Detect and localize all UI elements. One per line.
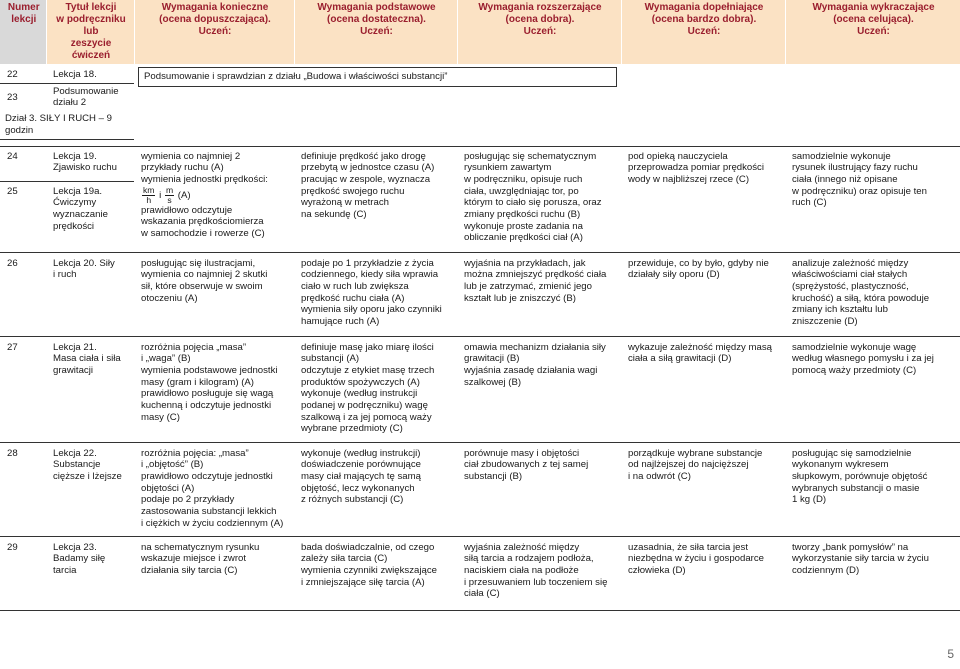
header-req-extended: Wymagania rozszerzające (ocena dobra). Uczeń: (457, 0, 621, 64)
req-complementary-cell: wykazuje zależność między masą ciała a siłą grawitacji (D) (621, 336, 785, 442)
section-row (0, 111, 960, 139)
req-extended-cell: porównuje masy i objętości ciał zbudowanych z tej samej substancji (B) (457, 442, 621, 536)
req-necessary-cell: wymienia co najmniej 2 przykłady ruchu (A) wymienia jednostki prędkości: $\frac{km}{h}$ i $\frac{m}{s}$ (A) prawidłowo odczytuje wskazania prędkościomierza w samochodzie i rowerze (C) (134, 146, 294, 252)
lesson-number: 25 (7, 185, 18, 197)
lesson-title: Lekcja 19a. (53, 185, 103, 197)
header-req-basic: Wymagania podstawowe (ocena dostateczna). Uczeń: (294, 0, 457, 64)
req-complementary-cell: przewiduje, co by było, gdyby nie działały siły oporu (D) (621, 252, 785, 336)
req-necessary-cell: posługując się ilustracjami, wymienia co najmniej 2 skutki sił, które obserwuje w swoim otoczeniu (A) (134, 252, 294, 336)
lesson-number: 26 (7, 257, 18, 269)
speed-units: $\frac{km}{h}$ i $\frac{m}{s}$ (A) (143, 184, 191, 205)
req-extended-cell: wyjaśnia na przykładach, jak można zmniejszyć prędkość ciała lub je zatrzymać, zmienić jego kształt lub je zniszczyć (B) (457, 252, 621, 336)
req-complementary-cell: uzasadnia, że siła tarcia jest niezbędna w życiu i gospodarce człowieka (D) (621, 536, 785, 610)
table-row (0, 64, 960, 83)
lesson-title: Lekcja 20. Siły (53, 257, 115, 269)
header-lesson-title: Tytuł lekcji w podręczniku lub zeszycie ćwiczeń (46, 0, 134, 64)
table-header (0, 0, 960, 64)
header-req-exceeding: Wymagania wykraczające (ocena celująca). Uczeń: (785, 0, 960, 64)
header-req-complementary: Wymagania dopełniające (ocena bardzo dobra). Uczeń: (621, 0, 785, 64)
header-lesson-number: Numer lekcji (0, 0, 46, 64)
req-basic-cell: definiuje prędkość jako drogę przebytą w jednostce czasu (A) pracując w zespole, wyznacza prędkość swojego ruchu wyrażoną w metrach na sekundę (C) (294, 146, 457, 252)
lesson-title: Lekcja 19. (53, 150, 97, 162)
table-row: 25 Lekcja 19a. Ćwiczymy wyznaczanie prędkości (0, 181, 960, 252)
req-exceeding-cell: tworzy „bank pomysłów” na wykorzystanie siły tarcia w życiu codziennym (D) (785, 536, 960, 610)
req-complementary-cell: pod opieką nauczyciela przeprowadza pomiar prędkości wody w najbliższej rzece (C) (621, 146, 785, 252)
lesson-number: 22 (7, 69, 18, 80)
lesson-title: Lekcja 22. (53, 447, 97, 459)
lesson-title: Lekcja 21. (53, 341, 97, 353)
lesson-title: Lekcja 23. (53, 541, 97, 553)
table-row: 24 Lekcja 19. Zjawisko ruchu wymienia co najmniej 2 przykłady ruchu (A) wymienia jednostki prędkości: $\frac{km}{h}$ i $\frac{m}{s}$ (A) prawidłowo odczytuje wskazania prędkościomierza w samochodzie i rowerze (C) definiuje prędkość jako drogę przebytą w jednostce czasu (A) pracując w zespole, wyznacza prędkość swojego ruchu wyrażoną w metrach na sekundę (C) posługując się schematycznym rysunkiem zawartym w podręczniku, opisuje ruch ciała, uwzględniając tor, po którym to ciało się porusza, oraz zmiany prędkości ruchu (B) wykonuje proste zadania na obliczanie prędkości ciał (A) pod opieką nauczyciela przeprowadza pomiar prędkości wody w najbliższej rzece (C) samodzielnie wykonuje rysunek ilustrujący fazy ruchu ciała (innego niż opisane w podręczniku) oraz opisuje ten ruch (C) (0, 146, 960, 181)
page-number: 5 (947, 647, 954, 661)
req-complementary-cell: porządkuje wybrane substancje od najlżejszej do najcięższej i na odwrót (C) (621, 442, 785, 536)
req-extended-cell: wyjaśnia zależność między siłą tarcia a rodzajem podłoża, naciskiem ciała na podłoże i przesuwaniem lub toczeniem się ciała (C) (457, 536, 621, 610)
req-necessary-cell: rozróżnia pojęcia „masa” i „waga” (B) wymienia podstawowe jednostki masy (gram i kilogram) (A) prawidłowo posługuje się wagą kuchenną i odczytuje jednostki masy (C) (134, 336, 294, 442)
req-exceeding-cell: samodzielnie wykonuje rysunek ilustrujący fazy ruchu ciała (innego niż opisane w podręczniku) oraz opisuje ten ruch (C) (785, 146, 960, 252)
header-req-necessary: Wymagania konieczne (ocena dopuszczająca). Uczeń: (134, 0, 294, 64)
req-extended-cell: posługując się schematycznym rysunkiem zawartym w podręczniku, opisuje ruch ciała, uwzględniając tor, po którym to ciało się porusza, oraz zmiany prędkości ruchu (B) wykonuje proste zadania na obliczanie prędkości ciał (A) (457, 146, 621, 252)
req-necessary-cell: rozróżnia pojęcia: „masa” i „objętość” (B) prawidłowo odczytuje jednostki objętości (A) podaje po 2 przykłady zastosowania substancji lekkich i ciężkich w życiu codziennym (A) (134, 442, 294, 536)
section-title: Dział 3. SIŁY I RUCH – 9 godzin (5, 113, 112, 136)
req-basic-cell: podaje po 1 przykładzie z życia codziennego, kiedy siła wprawia ciało w ruch lub zwiększa prędkość ruchu ciała (A) wymienia siły oporu jako czynniki hamujące ruch (A) (294, 252, 457, 336)
table-row: 26 Lekcja 20. Siły i ruch posługując się ilustracjami, wymienia co najmniej 2 skutki sił, które obserwuje w swoim otoczeniu (A) podaje po 1 przykładzie z życia codziennego, kiedy siła wprawia ciało w ruch lub zwiększa prędkość ruchu ciała (A) wymienia siły oporu jako czynniki hamujące ruch (A) wyjaśnia na przykładach, jak można zmniejszyć prędkość ciała lub je zatrzymać, zmienić jego kształt lub je zniszczyć (B) przewiduje, co by było, gdyby nie działały siły oporu (D) analizuje zależność między właściwościami ciał stałych (sprężystość, plastyczność, kruchość) a siłą, która powoduje zmiany ich kształtu lub zniszczenie (D) (0, 252, 960, 336)
fraction-m-s: $\frac{m}{s}$ (165, 184, 174, 205)
lesson-title: Podsumowanie (53, 85, 119, 97)
req-exceeding-cell: posługując się samodzielnie wykonanym wykresem słupkowym, porównuje objętość wybranych substancji o masie 1 kg (D) (785, 442, 960, 536)
lesson-number: 23 (7, 91, 18, 103)
lesson-number: 29 (7, 541, 18, 553)
lesson-number: 24 (7, 150, 18, 162)
req-necessary-cell: na schematycznym rysunku wskazuje miejsce i zwrot działania siły tarcia (C) (134, 536, 294, 610)
lesson-number: 27 (7, 341, 18, 353)
req-basic-cell: definiuje masę jako miarę ilości substancji (A) odczytuje z etykiet masę trzech produktów spożywczych (A) wykonuje (według instrukcji podanej w podręczniku) wagę szalkową i za jej pomocą waży wybrane przedmioty (C) (294, 336, 457, 442)
fraction-km-h: $\frac{km}{h}$ (143, 184, 155, 205)
req-exceeding-cell: samodzielnie wykonuje wagę według własnego pomysłu i za jej pomocą waży przedmioty (C) (785, 336, 960, 442)
req-extended-cell: omawia mechanizm działania siły grawitacji (B) wyjaśnia zasadę działania wagi szalkowej (B) (457, 336, 621, 442)
req-basic-cell: bada doświadczalnie, od czego zależy siła tarcia (C) wymienia czynniki zwiększające i zmniejszające siłę tarcia (A) (294, 536, 457, 610)
table-row: 23 Podsumowanie działu 2 (0, 83, 960, 111)
lesson-title: Lekcja 18. (53, 69, 97, 80)
summary-box: Podsumowanie i sprawdzian z działu „Budowa i właściwości substancji” (138, 67, 617, 87)
req-exceeding-cell: analizuje zależność między właściwościami ciał stałych (sprężystość, plastyczność, kruchość) a siłą, która powoduje zmiany ich kształtu lub zniszczenie (D) (785, 252, 960, 336)
table-row: 28 Lekcja 22. Substancje cięższe i lżejsze rozróżnia pojęcia: „masa” i „objętość” (B) prawidłowo odczytuje jednostki objętości (A) podaje po 2 przykłady zastosowania substancji lekkich i ciężkich w życiu codziennym (A) wykonuje (według instrukcji) doświadczenie porównujące masy ciał mających tę samą objętość, lecz wykonanych z różnych substancji (C) porównuje masy i objętości ciał zbudowanych z tej samej substancji (B) porządkuje wybrane substancje od najlżejszej do najcięższej i na odwrót (C) posługując się samodzielnie wykonanym wykresem słupkowym, porównuje objętość wybranych substancji o masie 1 kg (D) (0, 442, 960, 536)
lesson-number: 28 (7, 447, 18, 459)
table-row: 27 Lekcja 21. Masa ciała i siła grawitacji rozróżnia pojęcia „masa” i „waga” (B) wymienia podstawowe jednostki masy (gram i kilogram) (A) prawidłowo posługuje się wagą kuchenną i odczytuje jednostki masy (C) definiuje masę jako miarę ilości substancji (A) odczytuje z etykiet masę trzech produktów spożywczych (A) wykonuje (według instrukcji podanej w podręczniku) wagę szalkową i za jej pomocą waży wybrane przedmioty (C) omawia mechanizm działania siły grawitacji (B) wyjaśnia zasadę działania wagi szalkowej (B) wykazuje zależność między masą ciała a siłą grawitacji (D) samodzielnie wykonuje wagę według własnego pomysłu i za jej pomocą waży przedmioty (C) (0, 336, 960, 442)
table-row: 29 Lekcja 23. Badamy siłę tarcia na schematycznym rysunku wskazuje miejsce i zwrot działania siły tarcia (C) bada doświadczalnie, od czego zależy siła tarcia (C) wymienia czynniki zwiększające i zmniejszające siłę tarcia (A) wyjaśnia zależność między siłą tarcia a rodzajem podłoża, naciskiem ciała na podłoże i przesuwaniem lub toczeniem się ciała (C) uzasadnia, że siła tarcia jest niezbędna w życiu i gospodarce człowieka (D) tworzy „bank pomysłów” na wykorzystanie siły tarcia w życiu codziennym (D) (0, 536, 960, 610)
req-basic-cell: wykonuje (według instrukcji) doświadczenie porównujące masy ciał mających tę samą objętość, lecz wykonanych z różnych substancji (C) (294, 442, 457, 536)
